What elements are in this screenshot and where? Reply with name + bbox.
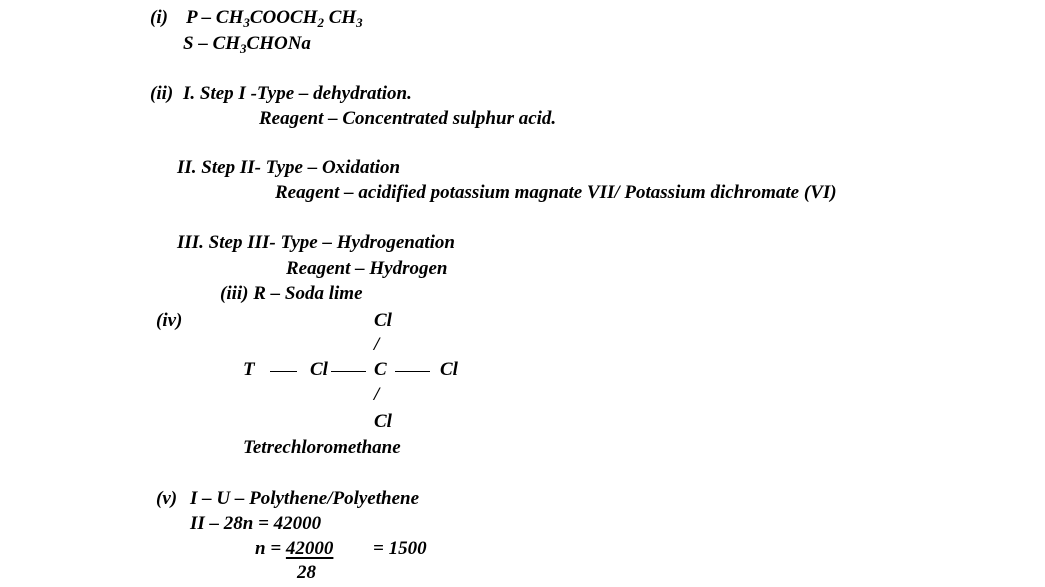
step1-heading: I. Step I -Type – dehydration. [183,83,412,104]
s-suffix: CHONa [246,33,311,54]
p-middle-2: CH [323,7,357,28]
part-v-label: (v) [156,488,178,509]
p-prefix: P – CH [186,7,244,28]
structure-right-cl: Cl [440,359,458,380]
step2-reagent: Reagent – acidified potassium magnate VII/ Potassium dichromate (VI) [275,182,837,203]
s-prefix: S – CH [183,33,241,54]
step3-heading: III. Step III- Type – Hydrogenation [177,232,455,253]
fraction-numerator: 42000 [285,538,334,559]
equation-line: II – 28n = 42000 [190,513,322,534]
step1-reagent: Reagent – Concentrated sulphur acid. [259,108,557,129]
p-subscript-3: 3 [356,15,363,30]
structure-center-c: C [374,359,387,380]
fraction-result: = 1500 [373,538,427,559]
structure-bottom-cl: Cl [374,411,392,432]
part-iv-label: (iv) [156,310,183,331]
part-iii-answer: (iii) R – Soda lime [220,283,363,304]
structure-bottom-bond: / [374,384,380,405]
s-subscript-1: 3 [240,41,247,56]
structure-t-group: T [243,359,255,380]
product-p-formula [186,7,363,29]
polymer-answer: I – U – Polythene/Polyethene [190,488,420,509]
fraction-denominator: 28 [297,562,316,583]
compound-name: Tetrechloromethane [243,437,401,458]
structure-top-cl: Cl [374,310,392,331]
p-subscript-1: 3 [243,15,250,30]
step3-reagent: Reagent – Hydrogen [286,258,448,279]
step2-heading: II. Step II- Type – Oxidation [177,157,401,178]
part-i-label: (i) [150,7,168,28]
product-s-formula [183,33,311,55]
part-ii-label: (ii) [150,83,174,104]
p-middle: COOCH [249,7,318,28]
bond-cl-c [331,371,366,372]
n-fraction-line [255,538,333,560]
structure-top-bond: / [374,334,380,355]
bond-c-cl [395,371,430,372]
bond-t-cl [270,371,297,372]
p-subscript-2: 2 [317,15,324,30]
n-lhs: n = [255,538,286,559]
structure-left-cl: Cl [310,359,328,380]
